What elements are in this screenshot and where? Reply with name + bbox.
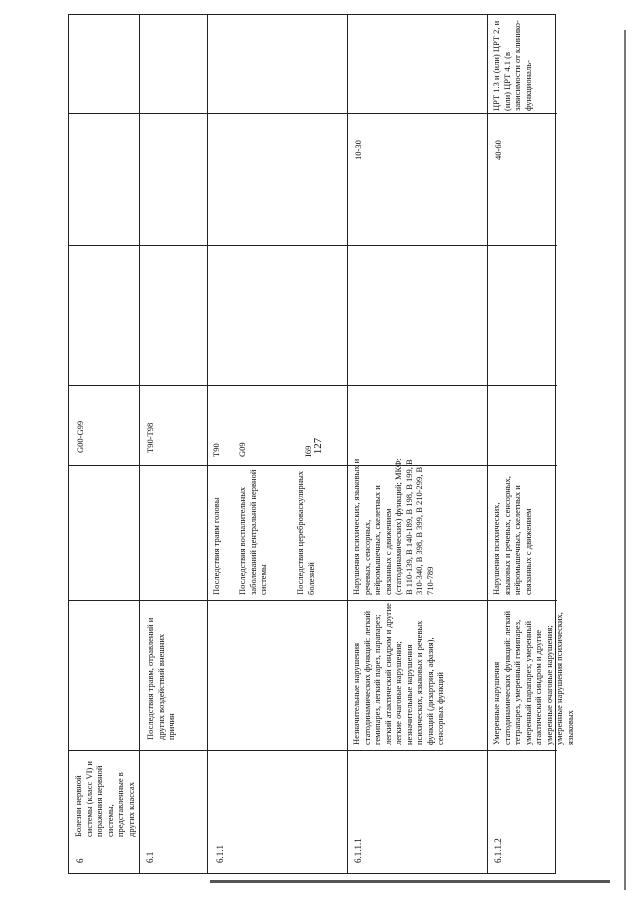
col-divider <box>69 245 557 246</box>
scan-edge <box>624 30 626 890</box>
row-6-1-1-2-percent: 40-60 <box>493 140 503 160</box>
row-6-id: 6 <box>75 858 85 863</box>
row-6-1-1-subname-3: Последствия цереброваскулярных болезней <box>295 470 316 595</box>
row-divider <box>487 15 488 873</box>
row-divider <box>347 15 348 873</box>
row-6-1-1-2-note: ЦРТ 1.3 и (или) ЦРТ 2, и (или) ЦРТ 4.1 (в зависимости от клинико-функциональ- <box>491 20 533 111</box>
row-6-1-1-1-disorders: Нарушения психических, языковых и речевых, сенсорных, нейромышечных, скелетных и связанных с движением (статодинамических) функций; МКФ: B 110-139, B 140-189, B 198, B 199, B 310-340, B 398, B 399, B 210-299, B 710-789 <box>351 458 435 595</box>
col-divider <box>69 600 557 601</box>
row-6-1-1-id: 6.1.1 <box>215 845 225 863</box>
row-6-name: Болезни нервной системы (класс VI) и поражения нервной системы, представленные в других классах <box>73 761 136 837</box>
col-divider <box>69 750 557 751</box>
row-6-1-1-code-3: I69 <box>303 445 313 457</box>
row-6-1-1-code-1: T90 <box>211 443 221 457</box>
row-6-1-1-code-2: G09 <box>237 442 247 457</box>
row-6-1-id: 6.1 <box>145 851 155 863</box>
page-number-text: 127 <box>312 437 324 455</box>
row-6-1-1-1-percent: 10-30 <box>353 140 363 160</box>
row-6-1-name: Последствия травм, отравлений и других воздействий внешних причин <box>145 617 176 740</box>
row-divider <box>139 15 140 873</box>
row-6-1-1-2-id: 6.1.1.2 <box>493 838 503 863</box>
row-6-1-code: T90-T98 <box>145 422 155 453</box>
row-6-1-1-1-id: 6.1.1.1 <box>353 838 363 863</box>
row-6-1-1-subname-2: Последствия воспалительных заболеваний центральной нервной системы <box>237 469 268 595</box>
row-divider <box>207 15 208 873</box>
row-6-1-1-subname-1: Последствия травм головы <box>211 497 221 595</box>
col-divider <box>69 385 557 386</box>
row-6-1-1-2-description: Умеренные нарушения статодинамических функций: легкий тетрапарез, умеренный гемипарез, умеренный парапарез; умеренный атактический синдром и другие умеренные очаговые нарушения; умеренные нарушения психических, языковых <box>491 610 575 745</box>
row-6-code: G00-G99 <box>75 420 85 453</box>
disability-criteria-table <box>68 14 575 874</box>
scan-edge <box>210 880 610 883</box>
col-divider <box>69 113 557 114</box>
row-6-1-1-2-disorders: Нарушения психических, языковых и речевых, сенсорных, нейромышечных, скелетных и связанных с движением <box>491 476 533 595</box>
row-6-1-1-1-description: Незначительные нарушения статодинамических функций: легкий гемипарез, легкий парез, парапарез; легкий атактический синдром и другие легкие очаговые нарушения; незначительные нарушения психических, языковых и речевых функций (дизартрия, афазия), сенсорных функций <box>351 603 445 745</box>
